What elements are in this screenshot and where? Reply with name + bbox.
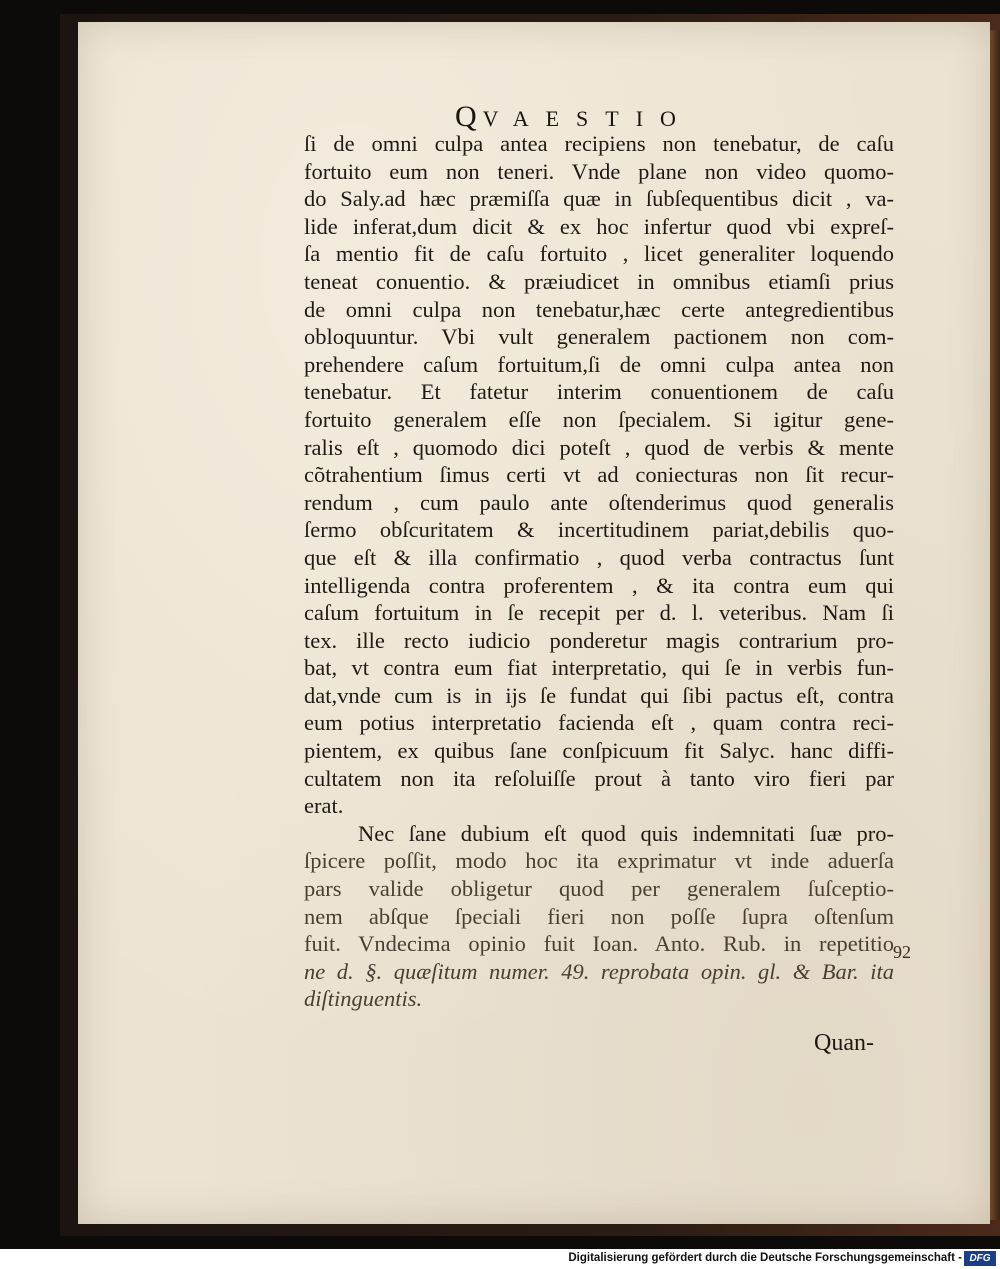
text-line: cultatem non ita reſoluiſſe prout à tanto viro fieri par	[304, 765, 894, 791]
text-line: ſpicere poſſit, modo hoc ita exprimatur vt inde aduerſa	[304, 848, 894, 874]
text-line: do Saly.ad hæc præmiſſa quæ in ſubſequentibus dicit , va-	[304, 186, 894, 212]
text-line: diſtinguentis.	[304, 986, 423, 1012]
body-text	[304, 130, 894, 1013]
text-line: pars valide obligetur quod per generalem ſuſceptio-	[304, 876, 894, 902]
page-edge	[990, 30, 1000, 1220]
footer-credit: Digitalisierung gefördert durch die Deutsche Forschungsgemeinschaft -	[568, 1252, 962, 1264]
text-line: ne d. §. quæſitum numer. 49. reprobata opin. gl. & Bar. ita	[304, 958, 894, 984]
catchword: Quan-	[814, 1030, 874, 1056]
text-line: lide inferat,dum dicit & ex hoc infertur quod vbi expreſ-	[304, 213, 894, 239]
margin-page-number: 92	[893, 942, 911, 962]
text-line: fortuito eum non teneri. Vnde plane non video quomo-	[304, 158, 894, 184]
text-line: ſi de omni culpa antea recipiens non tenebatur, de caſu	[304, 131, 894, 156]
text-line: que eſt & illa confirmatio , quod verba contractus ſunt	[304, 544, 894, 570]
text-line: nem abſque ſpeciali fieri non poſſe ſupra oſtenſum	[304, 903, 894, 929]
text-line: de omni culpa non tenebatur,hæc certe antegredientibus	[304, 296, 894, 322]
text-line-paragraph-start: Nec ſane dubium eſt quod quis indemnitati ſuæ pro-	[358, 820, 894, 846]
text-line: prehendere caſum fortuitum,ſi de omni culpa antea non	[304, 351, 894, 377]
text-line: dat,vnde cum is in ijs ſe fundat qui ſibi pactus eſt, contra	[304, 682, 894, 708]
dfg-logo: DFG	[964, 1251, 996, 1266]
text-line: rendum , cum paulo ante oſtenderimus quod generalis	[304, 489, 894, 515]
text-line: ſermo obſcuritatem & incertitudinem pariat,debilis quo-	[304, 517, 894, 543]
text-line: caſum fortuitum in ſe recepit per d. l. veteribus. Nam ſi	[304, 600, 894, 626]
text-line: eum potius interpretatio facienda eſt , quam contra reci-	[304, 710, 894, 736]
text-line: intelligenda contra proferentem , & ita contra eum qui	[304, 572, 894, 598]
text-line: tenebatur. Et fatetur interim conuentionem de caſu	[304, 379, 894, 405]
text-line: fuit. Vndecima opinio fuit Ioan. Anto. Rub. in repetitio	[304, 931, 894, 957]
text-line: ralis eſt , quomodo dici poteſt , quod de verbis & mente	[304, 434, 894, 460]
text-line: obloquuntur. Vbi vult generalem pactionem non com-	[304, 324, 894, 350]
running-head-rest: VAESTIO	[482, 106, 693, 131]
text-line: teneat conuentio. & præiudicet in omnibus etiamſi prius	[304, 268, 894, 294]
text-line: erat.	[304, 793, 344, 819]
running-head	[455, 100, 755, 134]
text-line: tex. ille recto iudicio ponderetur magis contrarium pro-	[304, 627, 894, 653]
text-line: ſa mentio fit de caſu fortuito , licet generaliter loquendo	[304, 241, 894, 267]
text-line: bat, vt contra eum fiat interpretatio, qui ſe in verbis fun-	[304, 655, 894, 681]
running-head-initial: Q	[455, 100, 483, 133]
text-line: fortuito generalem eſſe non ſpecialem. Si igitur gene-	[304, 406, 894, 432]
text-line: pientem, ex quibus ſane conſpicuum fit Salyc. hanc diffi-	[304, 738, 894, 764]
text-line: cõtrahentium ſimus certi vt ad coniecturas non ſit recur-	[304, 462, 894, 488]
